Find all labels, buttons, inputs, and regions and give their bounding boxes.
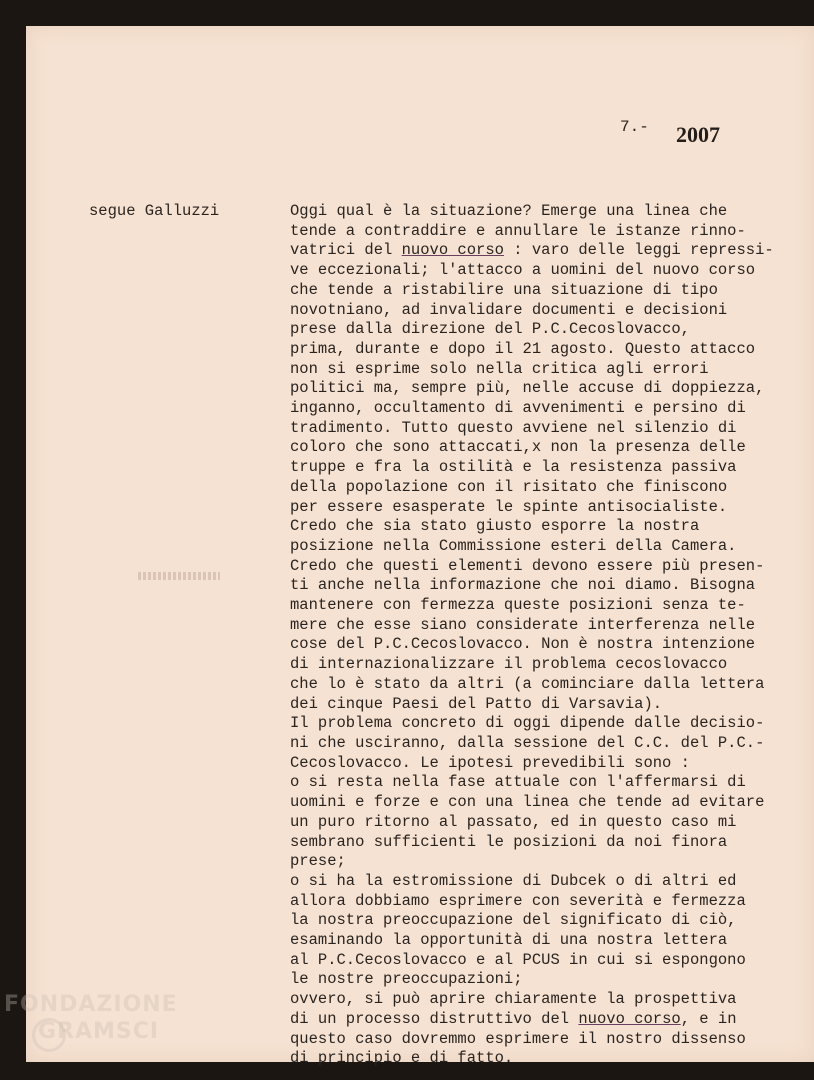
body-line: o si resta nella fase attuale con l'affermarsi di [290,773,746,792]
body-line: questo caso dovremmo esprimere il nostro dissenso [290,1029,746,1048]
body-line: ni che usciranno, dalla sessione del C.C. del P.C.- [290,733,765,752]
body-line: inganno, occultamento di avvenimenti e persino di [290,399,746,418]
body-line: politici ma, sempre più, nelle accuse di doppiezza, [290,379,765,398]
watermark-line-2: GRAMSCI [38,1019,160,1044]
body-line: cose del P.C.Cecoslovacco. Non è nostra intenzione [290,635,756,654]
body-line: non si esprime solo nella critica agli errori [290,359,709,378]
body-text [290,202,790,1069]
body-line: la nostra preoccupazione del significato di ciò, [290,911,737,930]
document-number: 2007 [676,122,720,147]
underlined-phrase: nuovo corso [578,1009,681,1028]
body-line: uomini e forze e con una linea che tende ad evitare [290,793,765,812]
page-number: 7.- [620,118,649,136]
body-line: un puro ritorno al passato, ed in questo caso mi [290,812,737,831]
body-line: mantenere con fermezza queste posizioni senza te- [290,596,746,615]
watermark-logo [4,992,178,1044]
body-line: che lo è stato da altri (a cominciare dalla lettera [290,674,765,693]
body-line: ve eccezionali; l'attacco a uomini del nuovo corso [290,261,756,280]
body-line: al P.C.Cecoslovacco e al PCUS in cui si espongono [290,950,746,969]
body-line: allora dobbiamo esprimere con severità e fermezza [290,891,746,910]
underlined-phrase: nuovo corso [401,241,504,260]
body-line: tradimento. Tutto questo avviene nel silenzio di [290,418,737,437]
body-line: Credo che sia stato giusto esporre la nostra [290,517,700,536]
body-line: tende a contraddire e annullare le istanze rinno- [290,221,746,240]
body-line: o si ha la estromissione di Dubcek o di altri ed [290,871,737,890]
body-line: Oggi qual è la situazione? Emerge una linea che [290,202,728,220]
body-line: esaminando la opportunità di una nostra lettera [290,931,728,950]
body-line: Credo che questi elementi devono essere più presen- [290,556,765,575]
body-line: ti anche nella informazione che noi diamo. Bisogna [290,576,756,595]
watermark-line-1: FONDAZIONE [4,992,178,1017]
body-line: della popolazione con il risitato che finiscono [290,477,728,496]
body-line: mere che esse siano considerate interferenza nelle [290,615,756,634]
body-line: Il problema concreto di oggi dipende dalle decisio- [290,714,765,733]
body-line: Cecoslovacco. Le ipotesi prevedibili sono : [290,753,690,772]
body-line: sembrano sufficienti le posizioni da noi finora [290,832,728,851]
speaker-label: segue Galluzzi [89,202,220,220]
body-line: le nostre preoccupazioni; [290,970,523,989]
body-line: prese dalla direzione del P.C.Cecoslovacco, [290,320,690,339]
body-line: di principio e di fatto. [290,1049,514,1068]
body-line: che tende a ristabilire una situazione di tipo [290,280,718,299]
body-line: di un processo distruttivo del nuovo corso, e in [290,1009,737,1028]
body-line: posizione nella Commissione esteri della Camera. [290,536,737,555]
body-line: dei cinque Paesi del Patto di Varsavia). [290,694,663,713]
body-line: per essere esasperate le spinte antisocialiste. [290,497,728,516]
body-line: truppe e fra la ostilità e la resistenza passiva [290,458,737,477]
body-line: prima, durante e dopo il 21 agosto. Questo attacco [290,339,756,358]
body-line: vatrici del nuovo corso : varo delle leggi repressi- [290,241,774,260]
body-line: ovvero, si può aprire chiaramente la prospettiva [290,990,737,1009]
body-line: prese; [290,852,346,871]
faint-stamp-mark [138,572,220,580]
watermark-circle-icon [32,1018,66,1052]
body-line: novotniano, ad invalidare documenti e decisioni [290,300,728,319]
body-line: di internazionalizzare il problema cecoslovacco [290,655,728,674]
body-line: coloro che sono attaccati,x non la presenza delle [290,438,746,457]
